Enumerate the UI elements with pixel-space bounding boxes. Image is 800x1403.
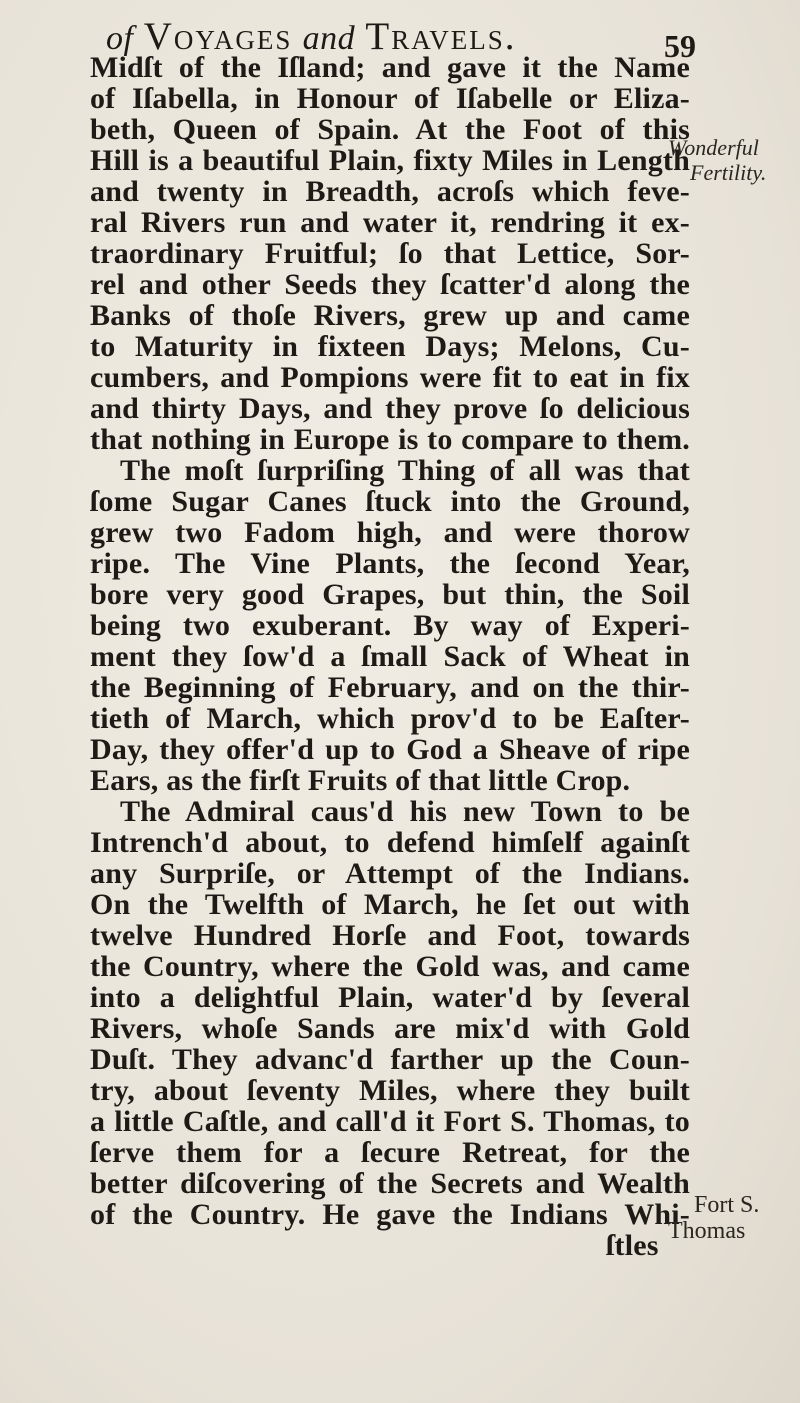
text-line: twelve Hundred Horſe and Foot, towards	[90, 919, 690, 952]
text-line: ſome Sugar Canes ſtuck into the Ground,	[90, 485, 690, 518]
text-line: grew two Fadom high, and were thorow	[90, 516, 690, 549]
running-head-travels: Travels.	[365, 15, 517, 58]
text-line: any Surpriſe, or Attempt of the Indians.	[90, 857, 690, 890]
text-line: Ears, as the firſt Fruits of that little Crop.	[90, 764, 631, 797]
text-line: Duſt. They advanc'd farther up the Coun-	[90, 1043, 690, 1076]
text-line: the Beginning of February, and on the thir-	[90, 671, 690, 704]
text-line: Hill is a beautiful Plain, fixty Miles in Length	[90, 144, 690, 177]
margin-note-fertility: Fertility.	[690, 160, 767, 185]
text-line: and twenty in Breadth, acroſs which feve-	[90, 175, 690, 208]
text-line: into a delightful Plain, water'd by ſeveral	[90, 981, 690, 1014]
text-line: traordinary Fruitful; ſo that Lettice, Sor-	[90, 237, 690, 270]
text-line: a little Caſtle, and call'd it Fort S. Thomas, to	[90, 1105, 690, 1138]
text-line: Rivers, whoſe Sands are mix'd with Gold	[90, 1012, 690, 1045]
text-line: ment they ſow'd a ſmall Sack of Wheat in	[90, 640, 690, 673]
text-line: better diſcovering of the Secrets and Wealth	[90, 1167, 690, 1200]
text-line: tieth of March, which prov'd to be Eaſter-	[90, 702, 690, 735]
text-line: and thirty Days, and they prove ſo delicious	[90, 392, 690, 425]
text-line: try, about ſeventy Miles, where they built	[90, 1074, 690, 1107]
margin-note-fort: Fort S.	[694, 1192, 760, 1218]
text-line: Day, they offer'd up to God a Sheave of ripe	[90, 733, 690, 766]
body-text	[90, 52, 690, 1261]
text-line: Midſt of the Iſland; and gave it the Name	[90, 51, 690, 84]
text-line: ral Rivers run and water it, rendring it ex-	[90, 206, 690, 239]
text-line: being two exuberant. By way of Experi-	[90, 609, 690, 642]
text-line: that nothing in Europe is to compare to them.	[90, 423, 690, 456]
text-line: The Admiral caus'd his new Town to be	[120, 795, 690, 828]
text-line: cumbers, and Pompions were fit to eat in fix	[90, 361, 690, 394]
text-line: beth, Queen of Spain. At the Foot of this	[90, 113, 690, 146]
running-head-of: of	[106, 20, 134, 57]
text-line: ſerve them for a ſecure Retreat, for the	[90, 1136, 690, 1169]
text-line: Intrench'd about, to defend himſelf againſt	[90, 826, 690, 859]
text-line: On the Twelfth of March, he ſet out with	[90, 888, 690, 921]
text-line: ripe. The Vine Plants, the ſecond Year,	[90, 547, 690, 580]
text-line: The moſt ſurpriſing Thing of all was that	[120, 454, 690, 487]
text-line: bore very good Grapes, but thin, the Soil	[90, 578, 690, 611]
margin-note-thomas: Thomas	[668, 1218, 746, 1244]
running-head-voyages: Voyages	[143, 15, 293, 58]
running-head-and: and	[302, 20, 356, 57]
text-line: of Iſabella, in Honour of Iſabelle or Eliza-	[90, 82, 690, 115]
text-line: of the Country. He gave the Indians Whi-	[90, 1198, 690, 1231]
text-line: Banks of thoſe Rivers, grew up and came	[90, 299, 690, 332]
text-line: ſtles	[606, 1229, 659, 1262]
text-line: the Country, where the Gold was, and came	[90, 950, 690, 983]
text-line: rel and other Seeds they ſcatter'd along the	[90, 268, 690, 301]
page-number: 59	[664, 28, 696, 64]
text-line: to Maturity in fixteen Days; Melons, Cu-	[90, 330, 690, 363]
margin-note-wonderful: Wonderful	[668, 135, 759, 160]
